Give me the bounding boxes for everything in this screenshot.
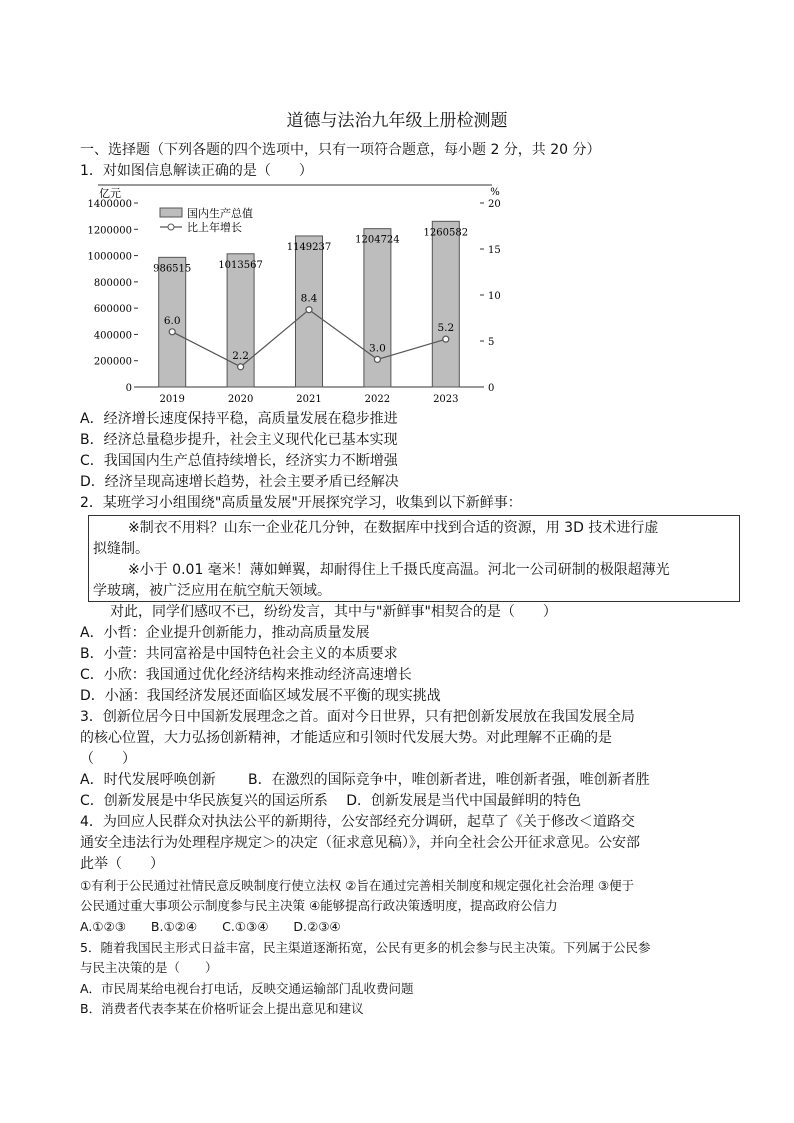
y-left-unit: 亿元 xyxy=(99,187,121,200)
q1-option-a: A．经济增长速度保持平稳，高质量发展在稳步推进 xyxy=(80,411,398,427)
y-right-tick-label: 0 xyxy=(488,383,495,394)
chart-legend xyxy=(160,206,253,234)
q1-option-b: B．经济总量稳步提升，社会主义现代化已基本实现 xyxy=(80,432,398,448)
q5-stem-2: 与民主决策的是（ ） xyxy=(80,960,218,975)
legend-line-marker xyxy=(168,224,174,230)
growth-label: 6.0 xyxy=(163,314,181,327)
y-left-tick-label: 1200000 xyxy=(87,225,132,237)
q4-options: A.①②③ B.①②④ C.①③④ D.②③④ xyxy=(80,919,341,934)
q5-option-b: B．消费者代表李某在价格听证会上提出意见和建议 xyxy=(80,1001,364,1016)
q2-stem: 2．某班学习小组围绕"高质量发展"开展探究学习，收集到以下新鲜事： xyxy=(80,495,522,511)
y-right-tick-label: 10 xyxy=(488,291,501,302)
news-item-1: ※制衣不用料？山东一企业花几分钟，在数据库中找到合适的资源，用 3D 技术进行虚 xyxy=(128,520,659,536)
y-right-tick-label: 5 xyxy=(488,337,495,348)
growth-point xyxy=(169,329,175,335)
q2-option-c: C．小欣：我国通过优化经济结构来推动经济高速增长 xyxy=(80,667,412,683)
gdp-bar-label: 1013567 xyxy=(218,259,263,271)
y-left-tick-label: 1000000 xyxy=(87,251,132,263)
y-left-tick-label: 800000 xyxy=(93,277,132,289)
y-left-tick-label: 200000 xyxy=(93,356,132,368)
q2-option-b: B．小萱：共同富裕是中国特色社会主义的本质要求 xyxy=(80,646,398,662)
q2-option-a: A．小哲：企业提升创新能力，推动高质量发展 xyxy=(80,625,370,641)
q4-statements-2: 公民通过重大事项公示制度参与民主决策 ④能够提高行政决策透明度，提高政府公信力 xyxy=(80,898,558,913)
q3-stem-1: 3．创新位居今日中国新发展理念之首。面对今日世界，只有把创新发展放在我国发展全局 xyxy=(80,709,635,725)
y-right-unit: % xyxy=(490,187,500,198)
legend-bar-label: 国内生产总值 xyxy=(187,207,253,220)
legend-bar-swatch xyxy=(160,208,182,217)
gdp-bar-label: 986515 xyxy=(153,263,192,275)
growth-point xyxy=(238,364,244,370)
y-left-tick-label: 0 xyxy=(125,383,132,394)
growth-point xyxy=(374,356,380,362)
page-title: 道德与法治九年级上册检测题 xyxy=(286,111,508,131)
q5-option-a: A．市民周某给电视台打电话，反映交通运输部门乱收费问题 xyxy=(80,981,414,996)
gdp-bar-label: 1260582 xyxy=(423,227,469,239)
y-left-tick-label: 600000 xyxy=(93,304,132,316)
news-item-2-cont: 学玻璃，被广泛应用在航空航天领域。 xyxy=(93,583,331,599)
gdp-bar-label: 1204724 xyxy=(355,234,400,246)
y-right-tick-label: 20 xyxy=(488,199,501,210)
q4-stem-3: 此举（ ） xyxy=(80,856,164,872)
x-tick-label: 2021 xyxy=(296,394,322,405)
q4-statements-1: ①有利于公民通过社情民意反映制度行使立法权 ②旨在通过完善相关制度和规定强化社会治理 ③便于 xyxy=(80,878,635,893)
gdp-bar-label: 1149237 xyxy=(286,241,332,253)
q1-option-c: C．我国国内生产总值持续增长，经济实力不断增强 xyxy=(80,453,398,469)
growth-label: 2.2 xyxy=(232,349,249,362)
growth-label: 5.2 xyxy=(437,322,455,335)
y-left-tick-label: 1400000 xyxy=(87,199,132,210)
x-tick-label: 2020 xyxy=(227,394,254,405)
growth-label: 8.4 xyxy=(300,292,318,305)
q1-stem: 1．对如图信息解读正确的是（ ） xyxy=(80,163,313,179)
news-item-1-cont: 拟缝制。 xyxy=(93,541,149,557)
chart-bars xyxy=(153,221,468,405)
y-right-tick-label: 15 xyxy=(488,245,501,256)
legend-line-label: 比上年增长 xyxy=(187,221,242,234)
q2-option-d: D．小涵：我国经济发展还面临区域发展不平衡的现实挑战 xyxy=(80,688,441,704)
growth-point xyxy=(306,307,312,313)
q4-stem-1: 4．为回应人民群众对执法公平的新期待，公安部经充分调研，起草了《关于修改＜道路交 xyxy=(80,814,635,830)
q2-follow: 对此，同学们感叹不已，纷纷发言，其中与"新鲜事"相契合的是（ ） xyxy=(110,604,557,620)
news-item-2: ※小于 0.01 毫米！薄如蝉翼，却耐得住上千摄氏度高温。河北一公司研制的极限超薄光 xyxy=(128,562,670,578)
q1-option-d: D．经济呈现高速增长趋势，社会主要矛盾已经解决 xyxy=(80,474,399,490)
q3-option-ab: A．时代发展呼唤创新 B．在激烈的国际竞争中，唯创新者进，唯创新者强，唯创新者胜 xyxy=(80,772,650,788)
q3-option-cd: C．创新发展是中华民族复兴的国运所系 D．创新发展是当代中国最鲜明的特色 xyxy=(80,793,582,809)
q4-stem-2: 通安全违法行为处理程序规定＞的决定（征求意见稿）》，并向全社会公开征求意见。公安部 xyxy=(80,835,640,851)
section-heading: 一、选择题（下列各题的四个选项中，只有一项符合题意，每小题 2 分，共 20 分） xyxy=(80,142,601,158)
q3-stem-3: （ ） xyxy=(80,751,136,767)
x-tick-label: 2022 xyxy=(364,394,391,405)
q5-stem-1: 5．随着我国民主形式日益丰富，民主渠道逐渐拓宽，公民有更多的机会参与民主决策。下列属于公民参 xyxy=(80,940,651,955)
x-tick-label: 2023 xyxy=(433,394,459,405)
gdp-bar xyxy=(432,221,459,387)
growth-point xyxy=(443,336,449,342)
y-left-tick-label: 400000 xyxy=(93,330,132,342)
growth-label: 3.0 xyxy=(369,342,386,355)
x-tick-label: 2019 xyxy=(159,394,185,405)
gdp-chart xyxy=(80,183,510,405)
q3-stem-2: 的核心位置，大力弘扬创新精神，才能适应和引领时代发展大势。对此理解不正确的是 xyxy=(80,730,612,746)
gdp-bar xyxy=(364,229,391,387)
